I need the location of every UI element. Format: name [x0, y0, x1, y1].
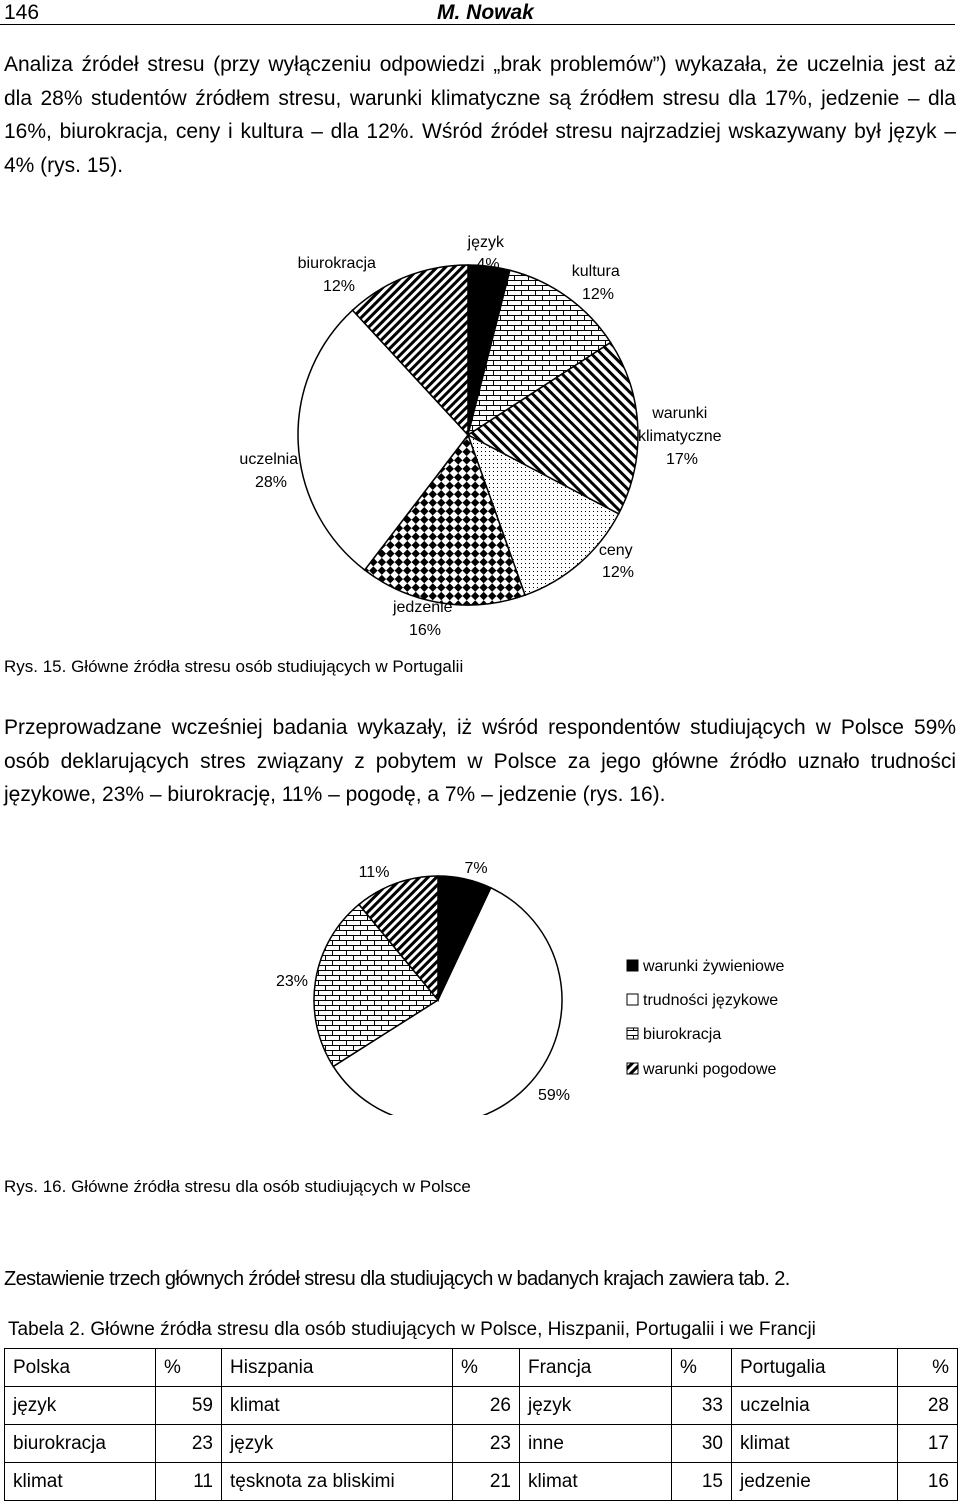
legend-label-warunki-zywieniowe: warunki żywieniowe [643, 958, 785, 975]
table-row [5, 1425, 958, 1463]
page-header [0, 0, 960, 26]
legend-swatch-biurokracja [627, 1028, 638, 1039]
header-cell: Hiszpania [222, 1349, 453, 1387]
table-cell: klimat [732, 1425, 898, 1463]
label-warunki-klimatyczne: warunki klimatyczne 17% [637, 405, 722, 468]
table-cell: język [222, 1425, 453, 1463]
label-ceny: ceny 12% [598, 542, 635, 581]
label-jezyk: język 4% [467, 234, 504, 273]
table-cell: klimat [5, 1463, 156, 1501]
label-23pct: 23% [275, 973, 309, 990]
legend-swatch-warunki-pogodowe [627, 1063, 638, 1074]
table-cell: 23 [156, 1425, 222, 1463]
table-cell: 33 [672, 1387, 732, 1425]
table-cell: 16 [898, 1463, 958, 1501]
table-cell: 15 [672, 1463, 732, 1501]
label-kultura: kultura 12% [571, 263, 620, 303]
pie-16-slices [314, 876, 562, 1115]
label-biurokracja: biurokracja 12% [297, 255, 376, 295]
legend-swatch-warunki-zywieniowe [627, 960, 638, 971]
table-row [5, 1387, 958, 1425]
figure-16-pie-chart [0, 845, 960, 1115]
header-cell: Polska [5, 1349, 156, 1387]
table-2-caption: Tabela 2. Główne źródła stresu dla osób studiujących w Polsce, Hiszpanii, Portugalii i we Francji [8, 1319, 816, 1340]
header-cell: Portugalia [732, 1349, 898, 1387]
table-cell: 21 [453, 1463, 520, 1501]
legend [627, 958, 784, 1078]
table-cell: 59 [156, 1387, 222, 1425]
header-cell: % [898, 1349, 958, 1387]
table-cell: 11 [156, 1463, 222, 1501]
paragraph-3: Zestawienie trzech głównych źródeł stresu dla studiujących w badanych krajach zawiera tab. 2. [4, 1268, 790, 1290]
pie-15-slices [298, 265, 638, 605]
label-59pct: 59% [537, 1087, 571, 1104]
table-row [5, 1463, 958, 1501]
header-cell: % [453, 1349, 520, 1387]
table-cell: klimat [222, 1387, 453, 1425]
legend-label-biurokracja: biurokracja [643, 1026, 722, 1043]
page-number: 146 [4, 1, 40, 24]
paragraph-2: Przeprowadzane wcześniej badania wykazały, iż wśród respondentów studiujących w Polsce 59% osób deklarujących stres związany z pobytem w Polsce za jego główne źródło uznało trudności językowe, 23% – biurokrację, 11% – pogodę, a 7% – jedzenie (rys. 16). [4, 716, 956, 806]
figure-16-caption: Rys. 16. Główne źródła stresu dla osób studiujących w Polsce [4, 1177, 471, 1196]
table-cell: język [5, 1387, 156, 1425]
header-cell: % [156, 1349, 222, 1387]
label-jedzenie: jedzenie 16% [392, 599, 453, 639]
table-cell: klimat [520, 1463, 672, 1501]
table-cell: biurokracja [5, 1425, 156, 1463]
table-cell: inne [520, 1425, 672, 1463]
figure-15-pie-chart [0, 210, 960, 670]
label-7pct: 7% [464, 860, 488, 877]
table-cell: jedzenie [732, 1463, 898, 1501]
table-cell: 30 [672, 1425, 732, 1463]
table-cell: 28 [898, 1387, 958, 1425]
header-rule [0, 24, 955, 25]
legend-label-warunki-pogodowe: warunki pogodowe [643, 1061, 777, 1078]
running-author: M. Nowak [437, 1, 534, 24]
legend-swatch-trudnosci-jezykowe [627, 994, 638, 1005]
header-cell: % [672, 1349, 732, 1387]
table-2 [4, 1348, 958, 1501]
table-cell: 23 [453, 1425, 520, 1463]
table-cell: 26 [453, 1387, 520, 1425]
table-cell: uczelnia [732, 1387, 898, 1425]
label-11pct: 11% [358, 864, 390, 881]
legend-label-trudnosci-jezykowe: trudności językowe [643, 992, 779, 1009]
table-header-row [5, 1349, 958, 1387]
table-cell: tęsknota za bliskimi [222, 1463, 453, 1501]
header-cell: Francja [520, 1349, 672, 1387]
table-cell: język [520, 1387, 672, 1425]
table-cell: 17 [898, 1425, 958, 1463]
label-uczelnia: uczelnia 28% [239, 451, 299, 491]
paragraph-1: Analiza źródeł stresu (przy wyłączeniu odpowiedzi „brak problemów”) wykazała, że uczelnia jest aż dla 28% studentów źródłem stresu, warunki klimatyczne są źródłem stresu dla 17%, jedzenie – dla 16%, biurokracja, ceny i kultura – dla 12%. Wśród źródeł stresu najrzadziej wskazywany był język – 4% (rys. 15). [4, 53, 956, 177]
figure-15-caption: Rys. 15. Główne źródła stresu osób studiujących w Portugalii [4, 657, 464, 676]
